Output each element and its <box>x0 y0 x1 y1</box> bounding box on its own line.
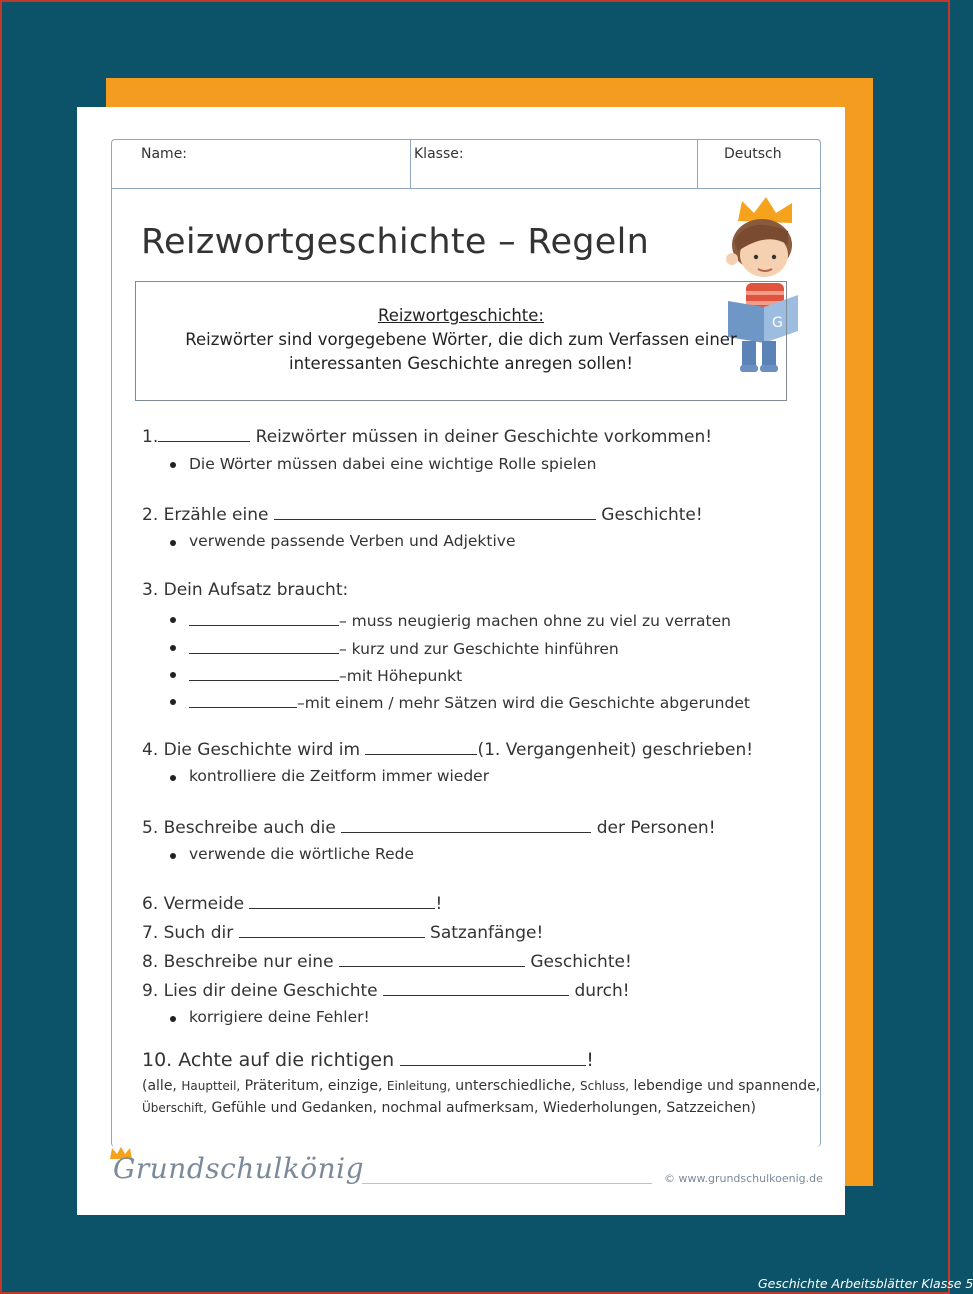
subject-cell <box>698 139 818 188</box>
rule-1 <box>142 425 712 447</box>
rule-8 <box>142 950 632 972</box>
rule-1-blank[interactable] <box>158 425 250 442</box>
class-cell <box>411 139 698 188</box>
rule-5-bullet: verwende die wörtliche Rede <box>189 845 415 863</box>
rule-10-post: ! <box>586 1049 594 1071</box>
rule-3-blank-2[interactable] <box>189 637 339 654</box>
rule-4-blank[interactable] <box>365 738 477 755</box>
word-bank-line-2 <box>142 1100 756 1116</box>
word-bank-w1: Hauptteil, <box>181 1079 241 1093</box>
name-cell <box>111 139 411 188</box>
bullet-dot <box>170 775 176 781</box>
definition-line-2: interessanten Geschichte anregen sollen! <box>289 354 633 373</box>
rule-7 <box>142 921 543 943</box>
rule-9-blank[interactable] <box>383 979 569 996</box>
page-title: Reizwortgeschichte – Regeln <box>141 222 650 262</box>
rule-8-pre: 8. Beschreibe nur eine <box>142 952 334 972</box>
rule-3-bullet-2-text: – kurz und zur Geschichte hinführen <box>339 640 619 658</box>
rule-3-bullet-2 <box>189 637 619 658</box>
definition-line-1: Reizwörter sind vorgegebene Wörter, die dich zum Verfassen einer <box>185 330 737 349</box>
copyright: © www.grundschulkoenig.de <box>664 1172 823 1185</box>
rule-3-bullet-4 <box>189 691 750 712</box>
rule-8-post: Geschichte! <box>530 952 632 972</box>
word-bank-w8: Gefühle und Gedanken, nochmal aufmerksam, Wiederholungen, Satzzeichen) <box>211 1100 757 1116</box>
word-bank-w2: Präteritum, einzige, <box>244 1078 383 1094</box>
bullet-dot <box>170 853 176 859</box>
image-caption: Geschichte Arbeitsblätter Klasse 5 <box>758 1276 973 1291</box>
rule-4 <box>142 738 753 760</box>
rule-2-bullet: verwende passende Verben und Adjektive <box>189 532 516 550</box>
rule-3-bullet-1-text: – muss neugierig machen ohne zu viel zu verraten <box>339 612 731 630</box>
word-bank-line-1 <box>142 1078 820 1094</box>
bullet-dot <box>170 540 176 546</box>
rule-6-blank[interactable] <box>249 892 435 909</box>
rule-2-pre: 2. Erzähle eine <box>142 505 269 525</box>
class-label: Klasse: <box>414 146 464 162</box>
rule-4-pre: 4. Die Geschichte wird im <box>142 740 361 760</box>
rule-3-bullet-3-text: –mit Höhepunkt <box>339 667 463 685</box>
header-row <box>111 139 821 189</box>
rule-7-blank[interactable] <box>239 921 425 938</box>
rule-7-pre: 7. Such dir <box>142 923 234 943</box>
rule-6-post: ! <box>435 894 443 914</box>
definition-box <box>135 281 787 401</box>
rule-10 <box>142 1049 594 1071</box>
word-bank-w3: Einleitung, <box>386 1079 451 1093</box>
bullet-dot <box>170 1016 176 1022</box>
rule-5-pre: 5. Beschreibe auch die <box>142 818 336 838</box>
rule-5 <box>142 816 716 838</box>
crown-icon <box>738 197 792 223</box>
rule-9 <box>142 979 630 1001</box>
definition-heading: Reizwortgeschichte: <box>377 306 544 325</box>
rule-10-blank[interactable] <box>400 1049 586 1066</box>
rule-2-post: Geschichte! <box>601 505 703 525</box>
rule-5-post: der Personen! <box>596 818 716 838</box>
rule-1-bullet: Die Wörter müssen dabei eine wichtige Rolle spielen <box>189 455 597 473</box>
rule-7-post: Satzanfänge! <box>430 923 544 943</box>
rule-2-blank[interactable] <box>274 503 596 520</box>
svg-text:G: G <box>772 315 783 331</box>
bullet-dot <box>170 699 176 705</box>
rule-8-blank[interactable] <box>339 950 525 967</box>
bullet-dot <box>170 645 176 651</box>
rule-4-post: (1. Vergangenheit) geschrieben! <box>477 740 754 760</box>
rule-10-pre: 10. Achte auf die richtigen <box>142 1049 395 1071</box>
rule-9-bullet: korrigiere deine Fehler! <box>189 1008 370 1026</box>
rule-2 <box>142 503 703 525</box>
rule-3: 3. Dein Aufsatz braucht: <box>142 580 349 600</box>
word-bank-w5: Schluss, <box>579 1079 630 1093</box>
rule-6 <box>142 892 442 914</box>
rule-9-pre: 9. Lies dir deine Geschichte <box>142 981 378 1001</box>
subject-label: Deutsch <box>724 146 782 162</box>
rule-5-blank[interactable] <box>341 816 591 833</box>
rule-1-text: Reizwörter müssen in deiner Geschichte vorkommen! <box>255 427 713 447</box>
rule-3-bullet-4-text: –mit einem / mehr Sätzen wird die Geschichte abgerundet <box>297 694 750 712</box>
rule-3-bullet-1 <box>189 609 731 630</box>
rule-9-post: durch! <box>574 981 630 1001</box>
rule-6-pre: 6. Vermeide <box>142 894 245 914</box>
rule-3-blank-4[interactable] <box>189 691 297 708</box>
word-bank-w4: unterschiedliche, <box>455 1078 576 1094</box>
rule-1-number: 1. <box>142 427 159 447</box>
bullet-dot <box>170 672 176 678</box>
word-bank-w7: Überschift, <box>142 1101 208 1115</box>
footer-divider <box>362 1183 652 1184</box>
rule-3-bullet-3 <box>189 664 462 685</box>
rule-4-bullet: kontrolliere die Zeitform immer wieder <box>189 767 490 785</box>
name-label: Name: <box>141 146 188 162</box>
bullet-dot <box>170 617 176 623</box>
rule-3-blank-3[interactable] <box>189 664 339 681</box>
word-bank-w6: lebendige und spannende, <box>633 1078 821 1094</box>
logo: Grundschulkönig <box>113 1152 365 1185</box>
bullet-dot <box>170 462 176 468</box>
word-bank-open: (alle, <box>142 1078 177 1094</box>
definition-heading-row <box>136 306 786 325</box>
rule-3-blank-1[interactable] <box>189 609 339 626</box>
